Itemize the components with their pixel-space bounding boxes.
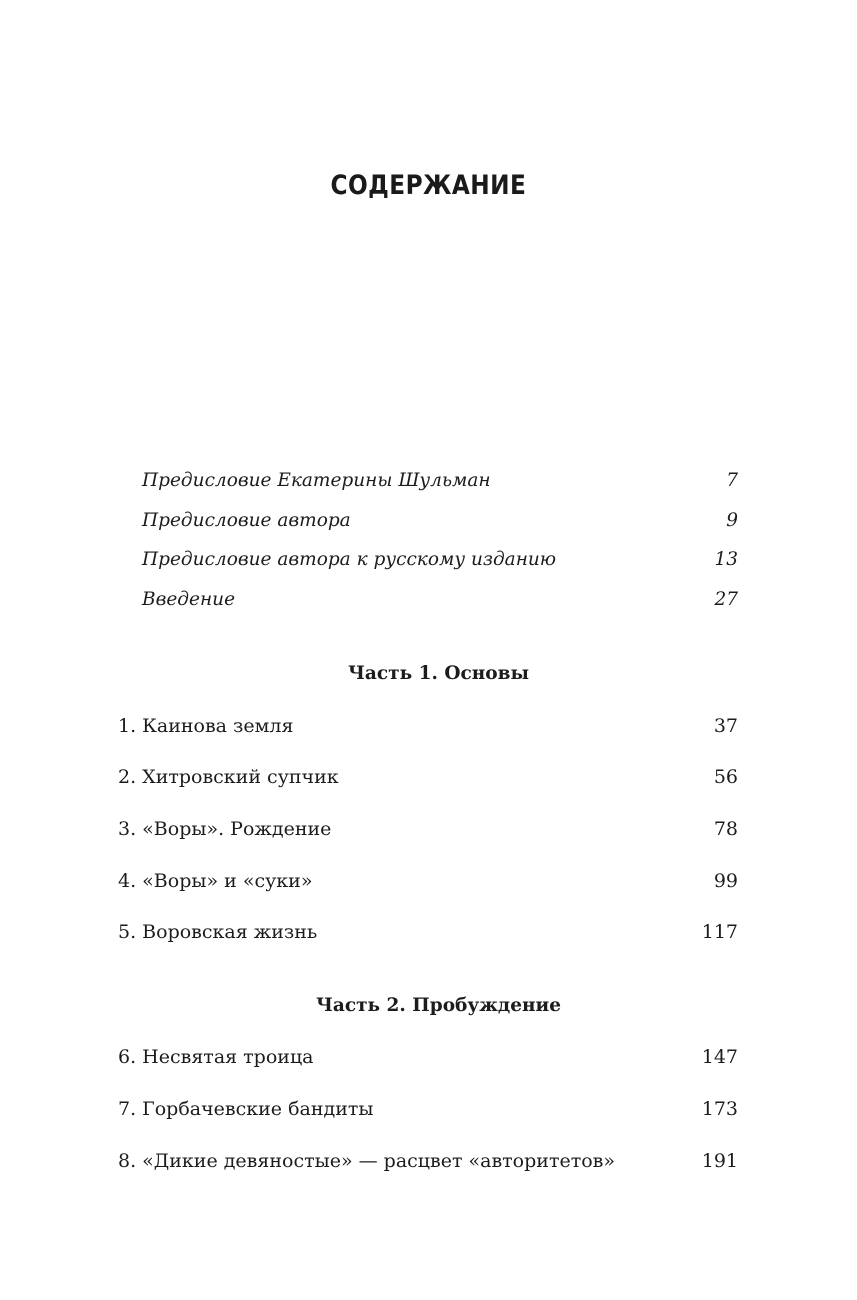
toc-entry-page: 56 — [713, 766, 738, 788]
toc-entry-chapter-6[interactable] — [118, 1043, 738, 1071]
toc-entry-chapter-4[interactable] — [118, 867, 738, 895]
toc-entry-label: Предисловие Екатерины Шульман — [142, 470, 491, 491]
part-heading-1: Часть 1. Основы — [347, 663, 530, 684]
toc-entry-label: Введение — [142, 589, 236, 610]
toc-entry-label: 1. Каинова земля — [118, 715, 294, 737]
toc-entry-label: 2. Хитровский супчик — [118, 766, 339, 788]
toc-entry-label: 6. Несвятая троица — [118, 1046, 314, 1068]
toc-entry-page: 173 — [701, 1098, 738, 1120]
toc-entry-chapter-7[interactable] — [118, 1095, 738, 1123]
page-title: СОДЕРЖАНИЕ — [330, 170, 527, 201]
toc-entry-page: 147 — [701, 1046, 738, 1068]
toc-entry-label: 7. Горбачевские бандиты — [118, 1098, 374, 1120]
toc-entry-page: 117 — [701, 921, 738, 943]
toc-entry-foreword-russian-edition[interactable] — [142, 546, 738, 574]
part-heading-2: Часть 2. Пробуждение — [315, 995, 562, 1016]
toc-entry-chapter-3[interactable] — [118, 815, 738, 843]
toc-entry-page: 27 — [714, 589, 738, 610]
toc-entry-introduction[interactable] — [142, 586, 738, 614]
toc-entry-label: 8. «Дикие девяностые» — расцвет «авторитетов» — [118, 1150, 615, 1172]
toc-entry-label: Предисловие автора — [142, 510, 351, 531]
toc-entry-page: 191 — [701, 1150, 738, 1172]
toc-entry-foreword-author[interactable] — [142, 507, 738, 535]
toc-entry-page: 7 — [726, 470, 738, 491]
toc-entry-page: 13 — [714, 549, 738, 570]
toc-entry-chapter-5[interactable] — [118, 918, 738, 946]
toc-entry-label: 4. «Воры» и «суки» — [118, 870, 313, 892]
toc-entry-page: 9 — [726, 510, 738, 531]
toc-entry-label: Предисловие автора к русскому изданию — [142, 549, 557, 570]
toc-entry-chapter-2[interactable] — [118, 763, 738, 791]
toc-entry-page: 37 — [713, 715, 738, 737]
toc-entry-chapter-1[interactable] — [118, 712, 738, 740]
toc-entry-page: 99 — [713, 870, 738, 892]
toc-entry-chapter-8[interactable] — [118, 1147, 738, 1175]
toc-entry-page: 78 — [713, 818, 738, 840]
toc-entry-label: 3. «Воры». Рождение — [118, 818, 332, 840]
toc-entry-foreword-shulman[interactable] — [142, 467, 738, 495]
toc-entry-label: 5. Воровская жизнь — [118, 921, 318, 943]
